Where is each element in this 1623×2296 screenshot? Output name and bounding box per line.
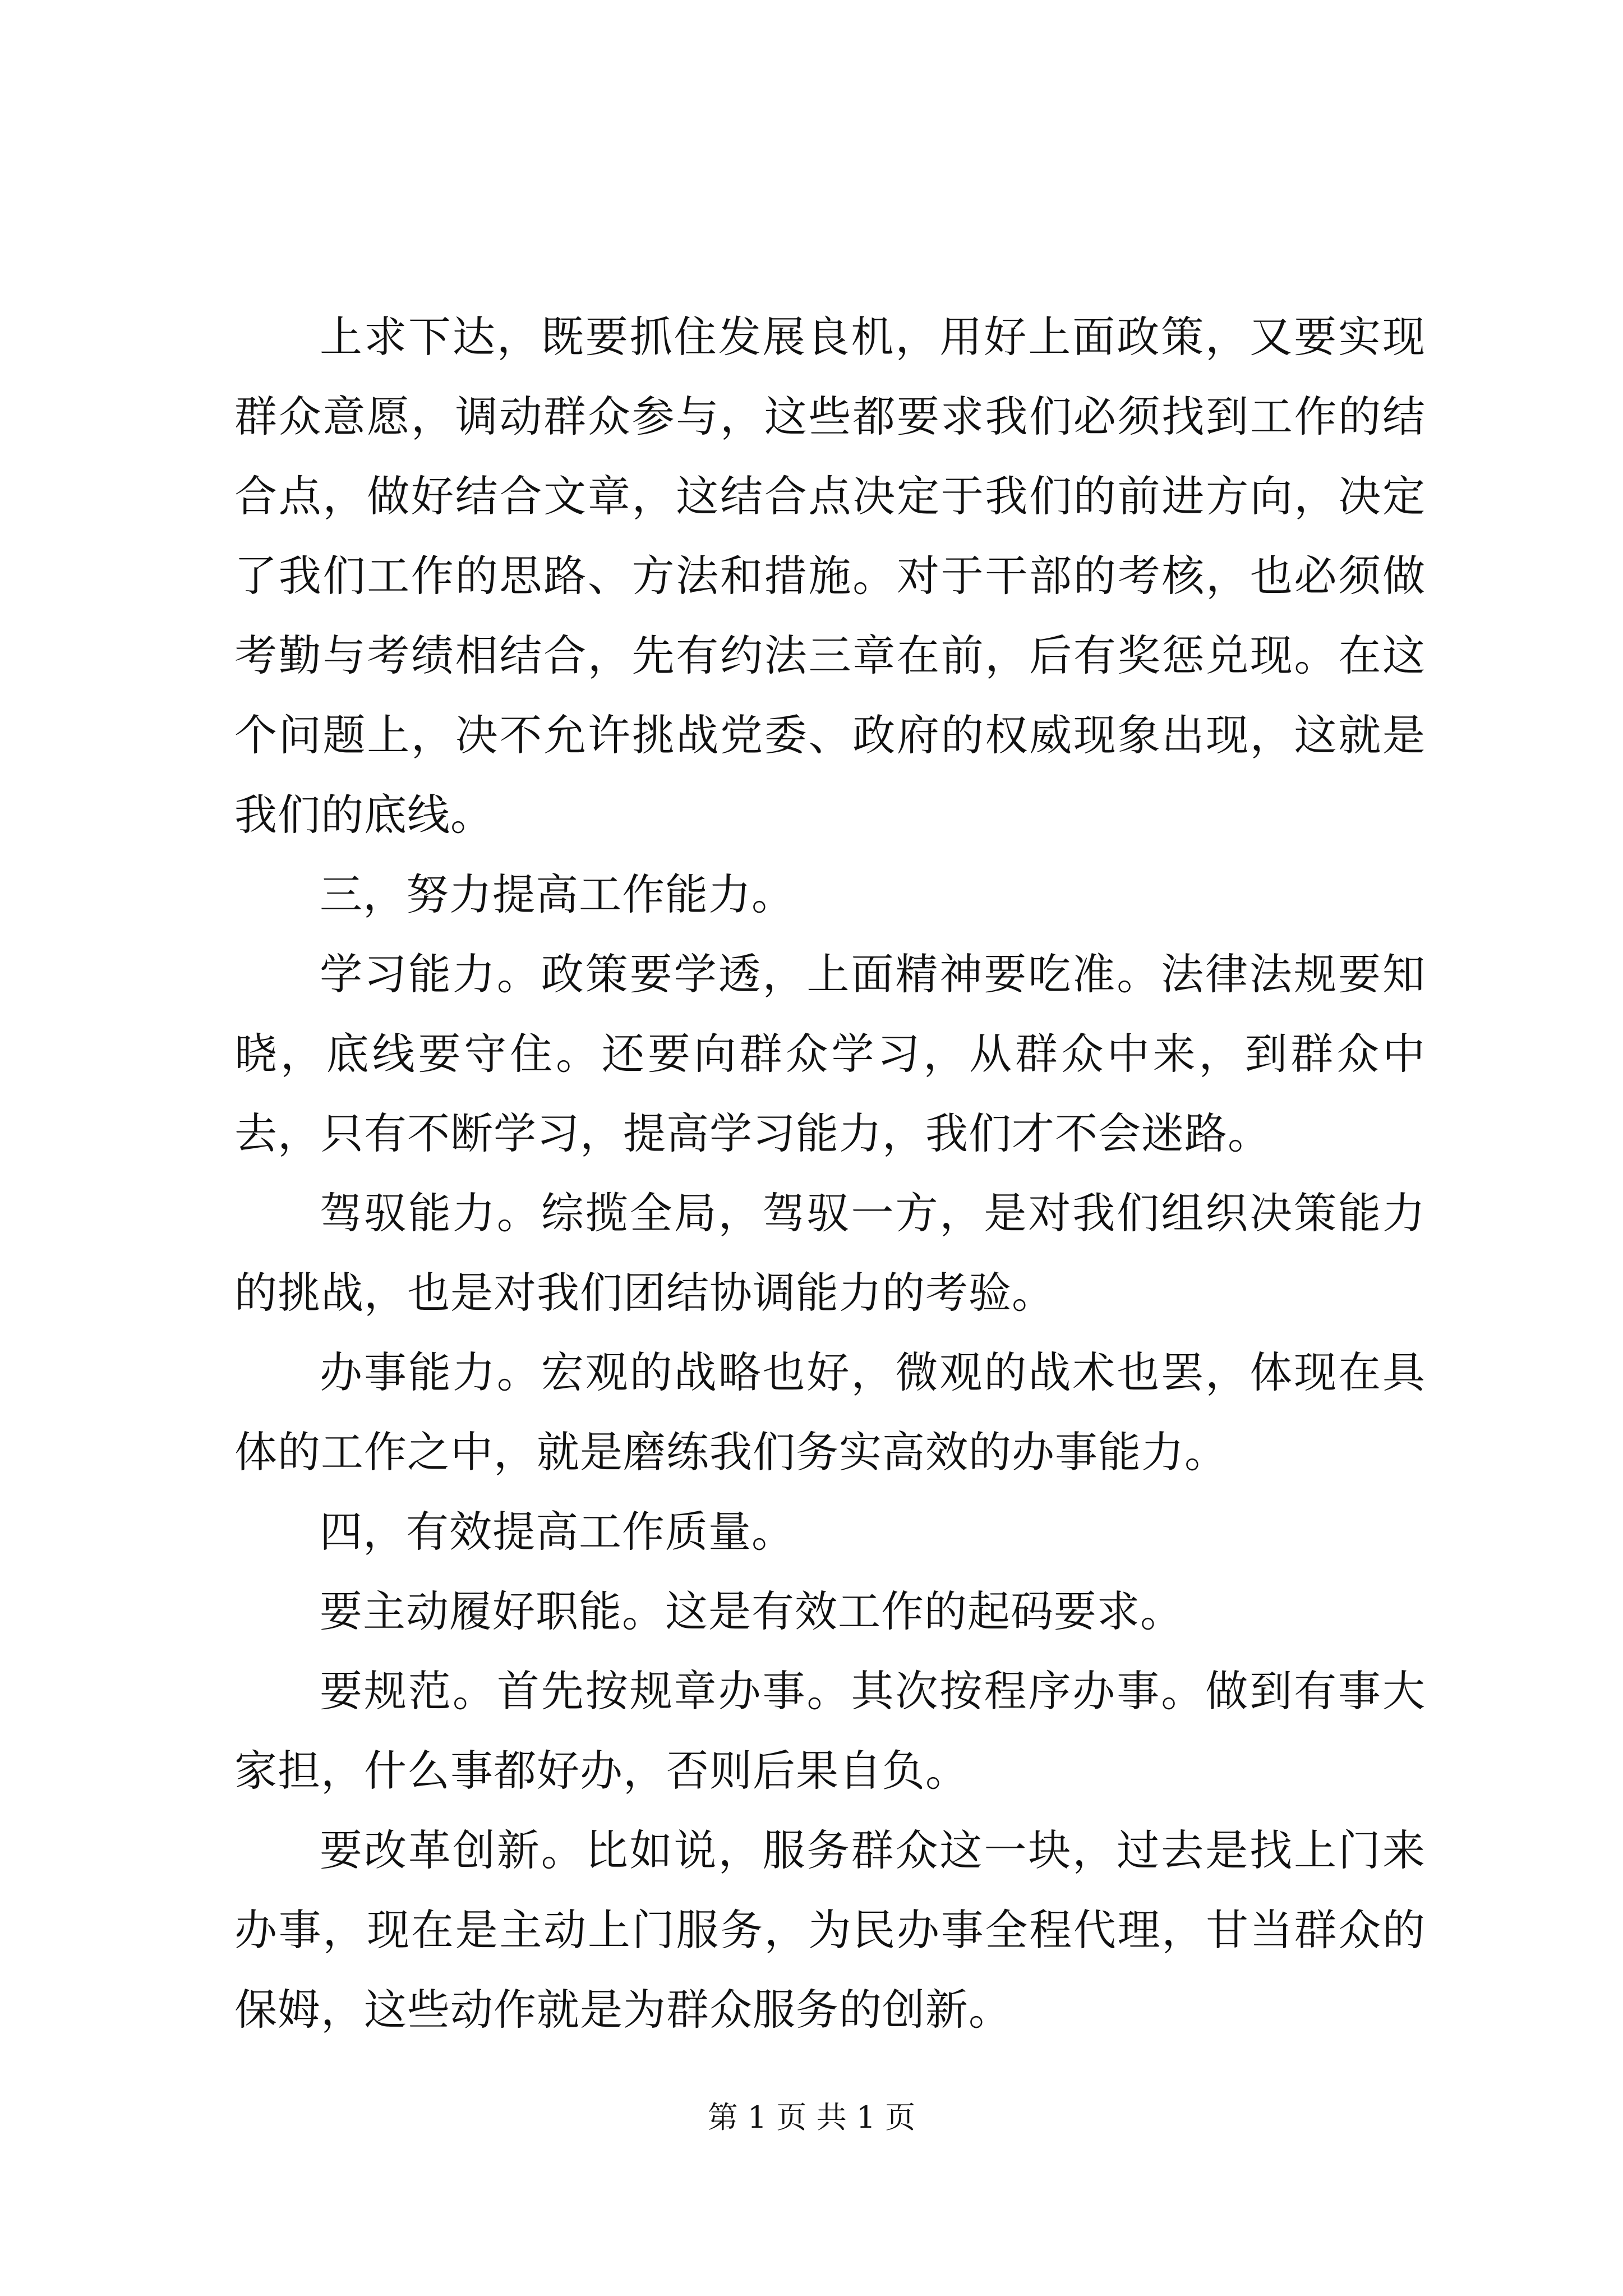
paragraph: 办事能力。宏观的战略也好，微观的战术也罢，体现在具体的工作之中，就是磨练我们务实高效的办事能力。	[234, 1347, 1426, 1477]
paragraph: 学习能力。政策要学透，上面精神要吃准。法律法规要知晓，底线要守住。还要向群众学习，从群众中来，到群众中去，只有不断学习，提高学习能力，我们才不会迷路。	[234, 949, 1426, 1158]
paragraph: 驾驭能力。综揽全局，驾驭一方，是对我们组织决策能力的挑战，也是对我们团结协调能力的考验。	[234, 1188, 1426, 1318]
paragraph: 要规范。首先按规章办事。其次按程序办事。做到有事大家担，什么事都好办，否则后果自负。	[234, 1666, 1426, 1796]
paragraph: 上求下达，既要抓住发展良机，用好上面政策，又要实现群众意愿，调动群众参与，这些都要求我们必须找到工作的结合点，做好结合文章，这结合点决定于我们的前进方向，决定了我们工作的思路、方法和措施。对于干部的考核，也必须做考勤与考绩相结合，先有约法三章在前，后有奖惩兑现。在这个问题上，决不允许挑战党委、政府的权威现象出现，这就是我们的底线。	[234, 312, 1426, 840]
document-body	[234, 297, 1426, 2050]
paragraph: 要改革创新。比如说，服务群众这一块，过去是找上门来办事，现在是主动上门服务，为民办事全程代理，甘当群众的保姆，这些动作就是为群众服务的创新。	[234, 1825, 1426, 2035]
page-footer: 第 1 页 共 1 页	[707, 2100, 916, 2135]
paragraph: 要主动履好职能。这是有效工作的起码要求。	[320, 1586, 1183, 1636]
section-heading: 四，有效提高工作质量。	[320, 1507, 795, 1557]
section-heading: 三，努力提高工作能力。	[320, 869, 795, 919]
